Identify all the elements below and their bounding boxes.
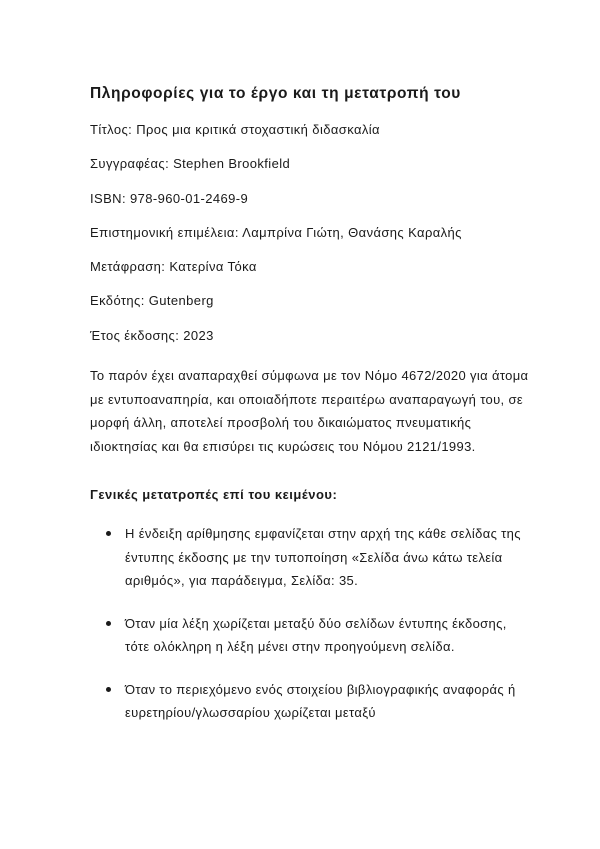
metadata-publisher	[90, 292, 462, 309]
metadata-value: Gutenberg	[148, 293, 214, 309]
bullet-icon	[106, 687, 111, 692]
metadata-key: Μετάφραση :	[90, 259, 169, 274]
metadata-editors	[90, 224, 462, 241]
list-item	[90, 522, 530, 593]
page-title: Πληροφορίες για το έργο και τη μετατροπή του	[90, 85, 461, 102]
metadata-value: Κατερίνα Τόκα	[169, 259, 257, 275]
list-item	[90, 612, 530, 659]
metadata-value: Προς μια κριτικά στοχαστική διδασκαλία	[136, 122, 380, 137]
metadata-year	[90, 327, 462, 344]
metadata-value: Λαμπρίνα Γιώτη, Θανάσης Καραλής	[242, 224, 462, 240]
metadata-value: 2023	[183, 327, 214, 343]
list-item-text: Όταν το περιεχόμενο ενός στοιχείου βιβλιογραφικής αναφοράς ή ευρετηρίου/γλωσσαρίου χωρίζεται μεταξύ	[125, 681, 516, 720]
metadata-key: Τίτλος :	[90, 122, 136, 137]
metadata-key: Συγγραφέας :	[90, 156, 173, 171]
metadata-author	[90, 155, 462, 172]
metadata-key: ISBN :	[90, 191, 130, 206]
list-item-text: Η ένδειξη αρίθμησης εμφανίζεται στην αρχή της κάθε σελίδας της έντυπης έκδοσης με την τυποποίηση «Σελίδα άνω κάτω τελεία αριθμός», για παράδειγμα, Σελίδα: 35.	[125, 526, 521, 588]
bullet-icon	[106, 621, 111, 626]
metadata-isbn	[90, 190, 462, 207]
conversions-heading: Γενικές μετατροπές επί του κειμένου:	[90, 487, 338, 502]
metadata-key: Εκδότης :	[90, 293, 149, 308]
bullet-icon	[106, 531, 111, 536]
metadata-list	[90, 121, 462, 361]
conversions-list	[90, 522, 530, 744]
list-item	[90, 678, 530, 725]
metadata-key: Έτος έκδοσης :	[90, 328, 183, 343]
metadata-key: Επιστημονική επιμέλεια :	[90, 225, 242, 240]
metadata-value: 978-960-01-2469-9	[129, 190, 249, 206]
list-item-text: Όταν μία λέξη χωρίζεται μεταξύ δύο σελίδων έντυπης έκδοσης, τότε ολόκληρη η λέξη μένει στην προηγούμενη σελίδα.	[125, 615, 507, 654]
copyright-notice: Το παρόν έχει αναπαραχθεί σύμφωνα με τον Νόμο 4672/2020 για άτομα με εντυποαναπηρία, και οποιαδήποτε περαιτέρω αναπαραγωγή του, σε μορφή άλλη, αποτελεί προσβολή του δικαιώματος πνευματικής ιδιοκτησίας και θα επισύρει τις κυρώσεις του Νόμου 2121/1993.	[90, 368, 529, 454]
metadata-title	[90, 121, 462, 138]
metadata-value: Stephen Brookfield	[173, 156, 291, 172]
metadata-translator	[90, 258, 462, 275]
